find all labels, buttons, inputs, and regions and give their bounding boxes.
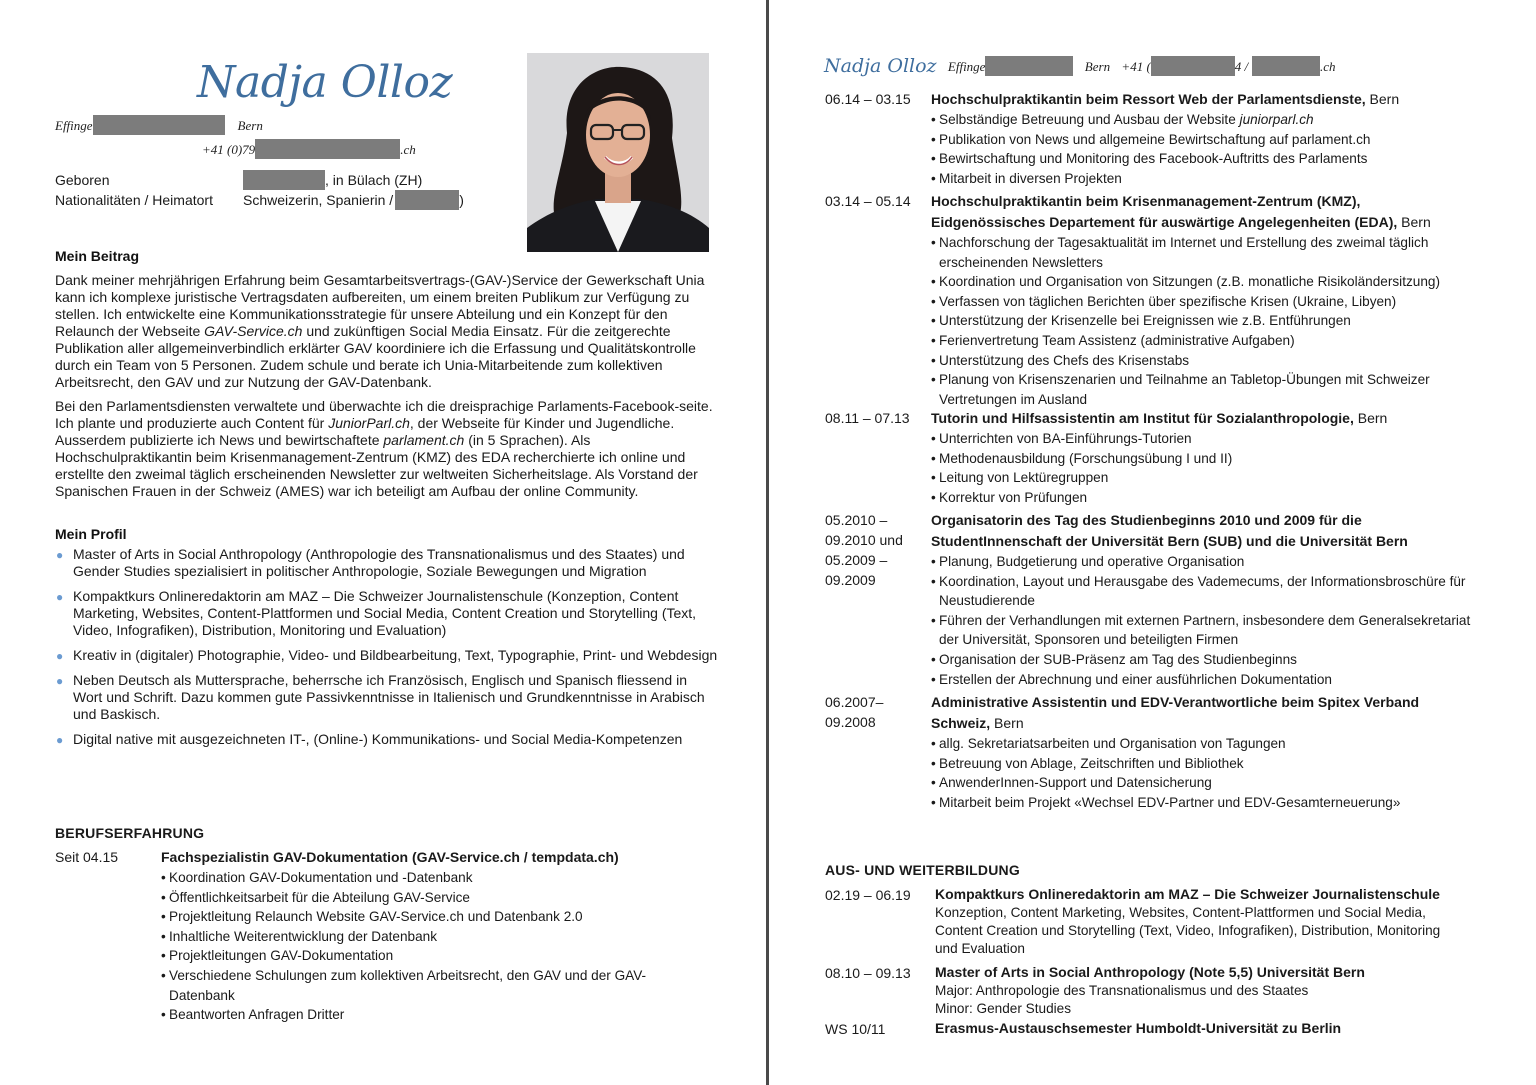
job-date: Seit 04.15 — [55, 849, 119, 865]
list-item: • Koordination, Layout und Herausgabe des Vademecums, der Informationsbroschüre für Neustudierende — [931, 573, 1466, 609]
job-bullets — [161, 868, 671, 1025]
job-date: 06.2007– 09.2008 — [825, 694, 884, 730]
list-item: • Beantworten Anfragen Dritter — [161, 1007, 345, 1023]
redaction-box — [395, 190, 459, 210]
list-item: • Leitung von Lektüregruppen — [931, 470, 1109, 486]
list-item: • Führen der Verhandlungen mit externen Partnern, insbesondere dem Generalsekretariat der Universität, Sponsoren und beteiligten Firmen — [931, 612, 1471, 648]
job-title: Tutorin und Hilfsassistentin am Institut für Sozialanthropologie, Bern — [931, 410, 1388, 426]
list-item: • Projektleitungen GAV-Dokumentation — [161, 948, 394, 964]
birth-value: , in Bülach (ZH) — [325, 172, 423, 188]
profile-heading: Mein Profil — [55, 526, 127, 542]
list-item: ● Neben Deutsch als Muttersprache, beherrsche ich Französisch, Englisch und Spanisch fliessend in Wort und Schrift. Dazu kommen gute Passivkenntnisse in Italienisch und Grundkenntnisse in Arabisch und Baskisch. — [56, 672, 705, 722]
phone-prefix: +41 (0)79 — [202, 142, 256, 157]
address-street: Effinge — [55, 118, 93, 133]
list-item: • AnwenderInnen-Support und Datensicherung — [931, 775, 1212, 791]
list-item: • Erstellen der Abrechnung und einer ausführlichen Dokumentation — [931, 671, 1332, 687]
list-item: ● Kreativ in (digitaler) Photographie, Video- und Bildbearbeitung, Text, Typographie, Print- und Webdesign — [56, 647, 718, 663]
bullet-icon: ● — [56, 548, 64, 562]
redaction-box — [985, 56, 1073, 76]
job-title: Fachspezialistin GAV-Dokumentation (GAV-Service.ch / tempdata.ch) — [161, 849, 619, 865]
contribution-heading: Mein Beitrag — [55, 248, 140, 264]
list-item: ● Master of Arts in Social Anthropology (Anthropologie des Transnationalismus und des Staates) und Gender Studies spezialisiert in politischer Anthropologie, Soziale Bewegungen und Migration — [56, 546, 685, 579]
job-date: 08.11 – 07.13 — [825, 410, 910, 426]
candidate-name: Nadja Olloz — [197, 57, 453, 108]
list-item: • Betreuung von Ablage, Zeitschriften und Bibliothek — [931, 755, 1244, 771]
job-title: Hochschulpraktikantin beim Ressort Web der Parlamentsdienste, Bern — [931, 91, 1400, 107]
redaction-box — [1151, 56, 1235, 76]
job-bullets — [931, 429, 1491, 507]
birth-label: Geboren — [55, 172, 110, 188]
bullet-icon: ● — [56, 590, 64, 604]
education-date: 08.10 – 09.13 — [825, 965, 911, 981]
list-item: ● Digital native mit ausgezeichneten IT-, (Online-) Kommunikations- und Social Media-Kompetenzen — [56, 731, 683, 747]
list-item: • Planung von Krisenszenarien und Teilnahme an Tabletop-Übungen mit Schweizer Vertretungen im Ausland — [931, 372, 1430, 407]
education-title: Erasmus-Austauschsemester Humboldt-Universität zu Berlin — [935, 1020, 1342, 1036]
list-item: • allg. Sekretariatsarbeiten und Organisation von Tagungen — [931, 736, 1286, 751]
job-title: Hochschulpraktikantin beim Krisenmanagement-Zentrum (KMZ), — [931, 193, 1361, 209]
job-title-cont: Eidgenössisches Departement für auswärtige Angelegenheiten (EDA), Bern — [931, 214, 1431, 230]
contribution-paragraph-2: Bei den Parlamentsdiensten verwaltete und überwachte ich die dreisprachige Parlaments-Facebook-seite. Ich plante und produzierte auch Content für JuniorParl.ch, der Webseite für Kinder und Jugendliche. Ausserdem publizierte ich News und bewirtschaftete parlament.ch (in 5 Sprachen). Als Hochschulpraktikantin beim Krisenmanagement-Zentrum (KMZ) des EDA recherchierte ich online und erstellte den zweimal täglich erscheinenden Newsletter zur weltweiten Sicherheitslage. Als Vorstand der Spanischen Frauen in der Schweiz (AMES) war ich beteiligt am Aufbau der online Community. — [55, 398, 713, 499]
list-item: • Verschiedene Schulungen zum kollektiven Arbeitsrecht, den GAV und der GAV-Datenbank — [161, 967, 647, 1003]
redaction-box — [1252, 56, 1320, 76]
redaction-box — [255, 139, 400, 159]
list-item: • Öffentlichkeitsarbeit für die Abteilung GAV-Service — [161, 889, 470, 905]
job-bullets — [931, 110, 1491, 188]
list-item: • Unterstützung des Chefs des Krisenstabs — [931, 352, 1190, 368]
job-title: Administrative Assistentin und EDV-Verantwortliche beim Spitex Verband Schweiz, Bern — [931, 694, 1420, 731]
job-date: 06.14 – 03.15 — [825, 91, 911, 107]
list-item: • Mitarbeit beim Projekt «Wechsel EDV-Partner und EDV-Gesamterneuerung» — [931, 794, 1401, 810]
education-title: Master of Arts in Social Anthropology (Note 5,5) Universität Bern — [935, 964, 1365, 980]
header-name: Nadja Olloz — [824, 55, 937, 77]
list-item: • Verfassen von täglichen Berichten über spezifische Krisen (Ukraine, Libyen) — [931, 293, 1397, 309]
list-item: • Korrektur von Prüfungen — [931, 489, 1088, 505]
education-description: Konzeption, Content Marketing, Websites, Content-Plattformen und Social Media, Content Creation und Storytelling (Text, Video, Infografiken), Distribution, Monitoring und Evaluation — [935, 905, 1441, 956]
birth-row — [55, 170, 422, 190]
job-date: 05.2010 – 09.2010 und 05.2009 – 09.2009 — [825, 512, 903, 588]
nationality-label: Nationalitäten / Heimatort — [55, 192, 213, 208]
list-item: • Projektleitung Relaunch Website GAV-Service.ch und Datenbank 2.0 — [161, 909, 583, 925]
nationality-value: Schweizerin, Spanierin / — [243, 192, 394, 208]
job-bullets — [931, 552, 1476, 689]
list-item: • Inhaltliche Weiterentwicklung der Datenbank — [161, 928, 437, 944]
education-major: Major: Anthropologie des Transnationalismus und des Staates — [935, 983, 1309, 998]
redaction-box — [93, 115, 225, 135]
list-item: • Publikation von News und allgemeine Bewirtschaftung auf parlament.ch — [931, 131, 1371, 147]
list-item: • Methodenausbildung (Forschungsübung I und II) — [931, 450, 1233, 466]
list-item: • Bewirtschaftung und Monitoring des Facebook-Auftritts des Parlaments — [931, 151, 1368, 167]
list-item: ● Kompaktkurs Onlineredaktorin am MAZ – Die Schweizer Journalistenschule (Konzeption, Content Marketing, Websites, Content-Plattformen und Social Media, Content Creation und Storytelling (Text, Video, Infografiken), Distribution, Monitoring und Evaluation) — [56, 588, 697, 638]
bullet-icon: ● — [56, 733, 64, 747]
list-item: • Planung, Budgetierung und operative Organisation — [931, 554, 1245, 569]
redaction-box — [243, 170, 325, 190]
list-item: • Unterstützung der Krisenzelle bei Ereignissen wie z.B. Entführungen — [931, 313, 1351, 329]
list-item: • Ferienvertretung Team Assistenz (administrative Aufgaben) — [931, 332, 1295, 348]
job-date: 03.14 – 05.14 — [825, 193, 911, 209]
email-suffix: .ch — [400, 142, 416, 157]
page-2-header: Nadja Olloz Effinge Bern +41 ( 4 / .ch — [824, 55, 1336, 77]
list-item: • Nachforschung der Tagesaktualität im Internet und Erstellung des zweimal täglich erscheinenden Newsletters — [931, 235, 1429, 270]
portrait-photo — [527, 53, 709, 252]
list-item: • Mitarbeit in diversen Projekten — [931, 170, 1122, 186]
education-minor: Minor: Gender Studies — [935, 1001, 1072, 1016]
job-bullets — [931, 233, 1491, 409]
education-date: 02.19 – 06.19 — [825, 887, 911, 903]
list-item: • Unterrichten von BA-Einführungs-Tutorien — [931, 431, 1192, 446]
list-item: • Koordination und Organisation von Sitzungen (z.B. monatliche Risikoländersitzung) — [931, 274, 1440, 290]
job-title: Organisatorin des Tag des Studienbeginns 2010 und 2009 für die StudentInnenschaft der Universität Bern (SUB) und die Universität Bern — [931, 512, 1408, 549]
address-city: Bern — [237, 118, 263, 133]
page-divider — [766, 0, 769, 1085]
list-item: • Organisation der SUB-Präsenz am Tag des Studienbeginns — [931, 651, 1297, 667]
contribution-paragraph-1: Dank meiner mehrjährigen Erfahrung beim Gesamtarbeitsvertrags-(GAV-)Service der Gewerkschaft Unia kann ich komplexe juristische Vertragsdaten aufbereiten, um einem breiten Publikum zur Verfügung zu stellen. Ich entwickelte eine Kommunikationsstrategie für unsere Abteilung und ein Konzept für den Relaunch der Webseite GAV-Service.ch und zukünftigen Social Media Einsatz. Für die zeitgerechte Publikation aller allgemeinverbindlich erklärter GAV koordiniere ich die Erfassung und Qualitätskontrolle durch ein Team von 5 Personen. Zudem schule und berate ich Unia-Mitarbeitende zum kollektiven Arbeitsrecht, den GAV und zur Nutzung der GAV-Datenbank. — [55, 272, 705, 390]
job-bullets — [931, 734, 1451, 812]
bullet-icon: ● — [56, 649, 64, 663]
bullet-icon: ● — [56, 674, 64, 688]
list-item: • Selbständige Betreuung und Ausbau der Website juniorparl.ch — [931, 112, 1314, 127]
education-title: Kompaktkurs Onlineredaktorin am MAZ – Die Schweizer Journalistenschule — [935, 886, 1440, 902]
nationality-row — [55, 190, 464, 210]
profile-list — [55, 546, 720, 756]
contact-line — [202, 139, 416, 160]
education-date: WS 10/11 — [825, 1021, 886, 1037]
address-line — [55, 115, 263, 136]
education-heading: AUS- UND WEITERBILDUNG — [825, 862, 1020, 878]
experience-heading: BERUFSERFAHRUNG — [55, 825, 205, 841]
list-item: • Koordination GAV-Dokumentation und -Datenbank — [161, 870, 473, 885]
nationality-close: ) — [459, 192, 464, 208]
